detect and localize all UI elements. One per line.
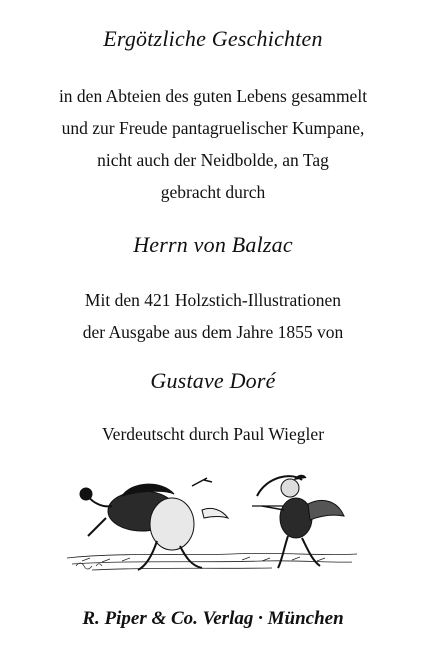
subtitle-line-1: in den Abteien des guten Lebens gesammelt [58, 86, 368, 106]
author-name: Herrn von Balzac [133, 232, 293, 257]
subtitle-line-3: nicht auch der Neidbolde, an Tag [97, 150, 329, 170]
main-title: Ergötzliche Geschichten [103, 26, 323, 51]
illustration-line-1: Mit den 421 Holzstich-Illustrationen [84, 290, 342, 310]
publisher-imprint: R. Piper & Co. Verlag · München [82, 608, 344, 629]
subtitle-line-4: gebracht durch [160, 182, 266, 202]
illustrator-name: Gustave Doré [150, 368, 276, 393]
engraving-vignette-icon [62, 466, 362, 586]
illustration-line-2: der Ausgabe aus dem Jahre 1855 von [82, 322, 344, 342]
subtitle-line-2: und zur Freude pantagruelischer Kumpane, [61, 118, 365, 138]
translator-line: Verdeutscht durch Paul Wiegler [101, 424, 325, 444]
